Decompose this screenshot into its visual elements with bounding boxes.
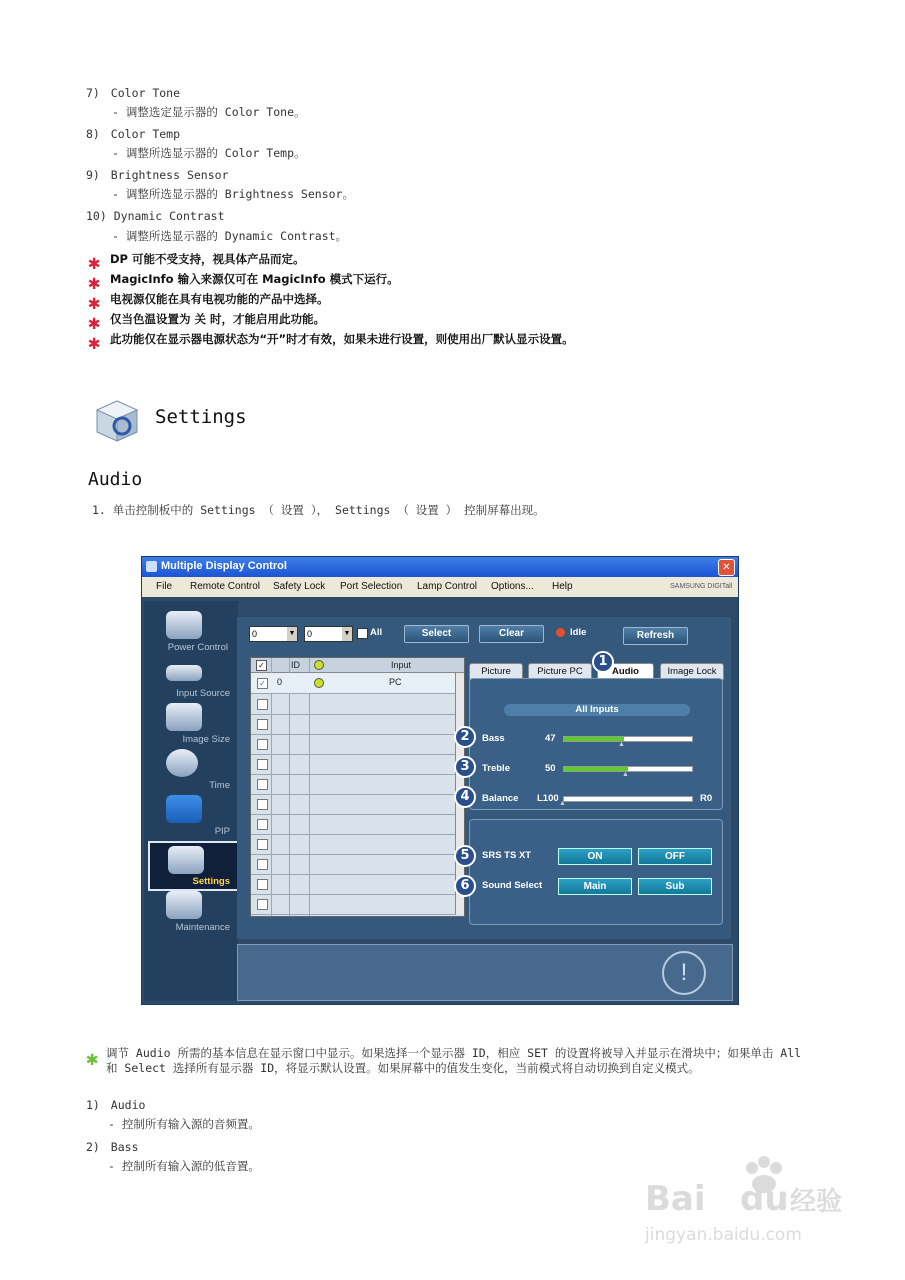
star-icon: ✱ [88,330,101,354]
balance-right-value: R0 [700,793,713,804]
status-text: Idle [570,627,587,638]
sidebar-item-label: Maintenance [175,922,230,933]
row-checkbox[interactable] [257,779,268,790]
svg-text:Bai: Bai [645,1179,706,1219]
item-title: Color Temp [110,127,181,141]
item-number: 9) [86,168,100,182]
message-area [237,944,733,1001]
row-checkbox[interactable] [257,879,268,890]
step-text: 1. 单击控制板中的 Settings （ 设置 ）， Settings （ 设置 ） 控制屏幕出现。 [92,503,545,517]
callout-1: 1 [592,651,614,673]
menu-safety-lock[interactable]: Safety Lock [273,581,326,592]
grid-header [251,658,464,673]
treble-value: 50 [545,763,556,774]
item-number: 7) [86,86,100,100]
srs-on-button[interactable]: ON [558,848,632,865]
item-title: Color Tone [110,86,181,100]
audio-panel [469,678,723,810]
srs-label: SRS TS XT [482,850,532,861]
app-icon [146,561,157,572]
table-row[interactable] [251,774,456,795]
sidebar-item-label: Power Control [167,642,228,653]
status-column-icon [314,660,324,670]
sidebar-item-settings[interactable] [148,841,240,891]
menu-file[interactable]: File [156,581,173,592]
tab-audio[interactable]: Audio [597,663,654,680]
list-item [86,209,225,223]
srs-off-button[interactable]: OFF [638,848,712,865]
table-row[interactable] [251,673,456,694]
row-checkbox[interactable] [257,719,268,730]
sidebar-item-label: Settings [192,876,230,887]
clear-button[interactable]: Clear [479,625,544,643]
item-number: 1) [86,1098,100,1112]
treble-label: Treble [482,763,510,774]
item-number: 10) [86,209,107,223]
callout-2: 2 [454,726,476,748]
item-title: Brightness Sensor [110,168,229,182]
select-button[interactable]: Select [404,625,469,643]
input-column-header: Input [391,660,412,670]
svg-text:jingyan.baidu.com: jingyan.baidu.com [645,1225,802,1245]
note-line: 仅当色温设置为 关 时，才能启用此功能。 [110,312,326,326]
settings-cube-icon [94,398,140,444]
title-bar [142,557,738,577]
chevron-down-icon: ▼ [287,627,297,641]
tab-image-lock[interactable]: Image Lock [660,663,724,680]
sidebar [144,601,238,1001]
table-row[interactable] [251,814,456,835]
id-from-combo[interactable] [249,626,298,642]
row-checkbox[interactable]: ✓ [257,678,268,689]
note-line: DP 可能不受支持，视具体产品而定。 [110,252,305,266]
sidebar-item-label: Time [209,780,230,791]
menu-remote-control[interactable]: Remote Control [190,581,261,592]
table-row[interactable] [251,694,456,715]
sidebar-item-input-source[interactable] [144,657,238,701]
list-item [86,168,229,182]
sound-options-panel [469,819,723,925]
menu-port-selection[interactable]: Port Selection [340,581,403,592]
item-title: Audio [110,1098,146,1112]
image-size-icon [166,703,202,731]
list-item [86,127,180,141]
note-line: 此功能仅在显示器电源状态为“开”时才有效，如果未进行设置，则使用出厂默认显示设置。 [110,332,574,346]
sidebar-item-pip[interactable] [144,795,238,839]
item-desc: - 调整选定显示器的 Color Tone。 [112,105,306,119]
item-number: 2) [86,1140,100,1154]
row-checkbox[interactable] [257,859,268,870]
table-row[interactable] [251,854,456,875]
row-input: PC [389,677,402,687]
id-to-combo[interactable] [304,626,353,642]
item-desc: - 控制所有输入源的低音置。 [108,1159,260,1173]
sidebar-item-power-control[interactable] [144,611,238,655]
sidebar-item-label: Input Source [176,688,230,699]
close-icon[interactable]: ✕ [718,559,735,576]
maintenance-icon [166,891,202,919]
sound-select-label: Sound Select [482,880,543,891]
callout-3: 3 [454,756,476,778]
sidebar-item-image-size[interactable] [144,703,238,747]
app-window [141,556,739,1005]
sidebar-item-time[interactable] [144,749,238,793]
bottom-note: 调节 Audio 所需的基本信息在显示窗口中显示。如果选择一个显示器 ID，相应 SET 的设置将被导入并显示在滑块中；如果单击 All 和 Select 选择所有显示器 ID，将显示默认设置。如果屏幕中的值发生变化，当前模式将自动切换到自定义模式。 [106,1046,802,1075]
note-line: 电视源仅能在具有电视功能的产品中选择。 [110,292,329,306]
table-row[interactable] [251,714,456,735]
menu-help[interactable]: Help [552,581,573,592]
clock-icon [166,749,198,777]
sound-main-button[interactable]: Main [558,878,632,895]
list-item [86,86,180,100]
subsection-title: Audio [88,469,143,490]
list-item [86,1140,139,1154]
slider-thumb-icon[interactable]: ▲ [618,741,625,748]
info-exclamation-icon: ! [662,951,706,995]
all-checkbox[interactable] [357,628,368,639]
input-source-icon [166,665,202,681]
bass-value: 47 [545,733,556,744]
table-row[interactable] [251,874,456,895]
row-checkbox[interactable] [257,839,268,850]
table-row[interactable] [251,894,456,915]
row-id: 0 [277,677,283,687]
menu-lamp-control[interactable]: Lamp Control [417,581,478,592]
item-desc: - 控制所有输入源的音频置。 [108,1117,260,1131]
star-icon: ✱ [88,270,101,294]
slider-thumb-icon[interactable]: ▲ [559,800,566,807]
item-desc: - 调整所选显示器的 Dynamic Contrast。 [112,229,348,243]
callout-5: 5 [454,845,476,867]
bass-slider[interactable] [563,736,693,742]
star-icon: ✱ [86,1046,99,1070]
table-row[interactable] [251,794,456,815]
item-title: Bass [110,1140,139,1154]
tab-picture[interactable]: Picture [469,663,523,680]
chevron-down-icon: ▼ [342,627,352,641]
display-grid [250,657,465,917]
star-icon: ✱ [88,250,101,274]
menu-bar [142,577,738,597]
settings-icon [168,846,204,874]
pip-icon [166,795,202,823]
balance-slider[interactable] [563,796,693,802]
power-icon [166,611,202,639]
slider-thumb-icon[interactable]: ▲ [622,771,629,778]
sidebar-item-maintenance[interactable] [144,891,238,935]
callout-6: 6 [454,875,476,897]
item-desc: - 调整所选显示器的 Brightness Sensor。 [112,187,354,201]
svg-text:经验: 经验 [790,1187,843,1217]
sidebar-item-label: Image Size [182,734,230,745]
tab-picture-pc[interactable]: Picture PC [528,663,592,680]
all-label: All [370,627,383,638]
svg-text:du: du [740,1179,789,1219]
sound-sub-button[interactable]: Sub [638,878,712,895]
status-dot-icon [314,678,324,688]
select-all-checkbox[interactable]: ✓ [256,660,267,671]
balance-label: Balance [482,793,519,804]
star-icon: ✱ [88,290,101,314]
table-row[interactable] [251,734,456,755]
table-row[interactable] [251,754,456,775]
window-title: Multiple Display Control [161,560,287,572]
all-inputs-label: All Inputs [504,704,690,716]
section-title: Settings [155,406,247,428]
table-row[interactable] [251,834,456,855]
item-title: Dynamic Contrast [113,209,225,223]
brand-logo: SAMSUNG DIGITall [670,583,733,590]
balance-left-value: L100 [537,793,559,804]
list-item [86,1098,145,1112]
row-checkbox[interactable] [257,759,268,770]
callout-4: 4 [454,786,476,808]
note-line: MagicInfo 输入来源仅可在 MagicInfo 模式下运行。 [110,272,399,286]
row-checkbox[interactable] [257,739,268,750]
sidebar-item-label: PIP [214,826,230,837]
menu-options[interactable]: Options... [491,581,534,592]
combo-value: 0 [307,629,313,639]
baidu-watermark-logo [640,1150,870,1250]
refresh-button[interactable]: Refresh [623,627,688,645]
row-checkbox[interactable] [257,699,268,710]
item-desc: - 调整所选显示器的 Color Temp。 [112,146,306,160]
star-icon: ✱ [88,310,101,334]
bass-label: Bass [482,733,505,744]
row-checkbox[interactable] [257,819,268,830]
id-column-header: ID [291,660,300,670]
row-checkbox[interactable] [257,899,268,910]
row-checkbox[interactable] [257,799,268,810]
status-indicator-icon [556,628,565,637]
combo-value: 0 [252,629,258,639]
item-number: 8) [86,127,100,141]
